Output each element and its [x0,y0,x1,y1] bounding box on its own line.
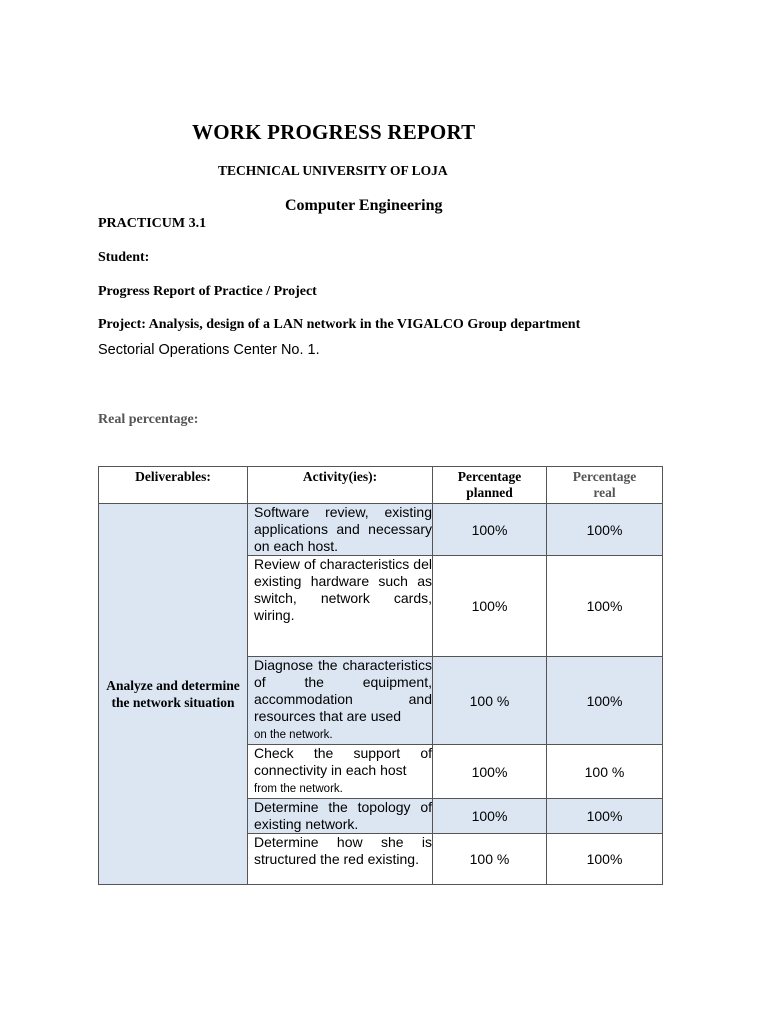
activity-text: Check the support of connectivity in each host [254,745,432,778]
planned-cell: 100% [433,799,547,834]
table-row [99,504,663,556]
project-continuation: Sectorial Operations Center No. 1. [98,342,320,358]
activity-text: Review of characteristics del existing hardware such as switch, network cards, wiring. [254,556,432,623]
activity-text: Determine how she is structured the red existing. [254,834,432,867]
real-cell: 100% [547,799,663,834]
planned-cell: 100 % [433,834,547,885]
progress-table [98,466,663,885]
planned-cell: 100% [433,556,547,657]
header-planned-line2: planned [466,485,513,500]
report-title: WORK PROGRESS REPORT [192,120,476,144]
activity-cell [248,556,433,657]
header-deliverables: Deliverables: [99,467,248,504]
header-real-line1: Percentage [572,469,637,484]
activity-text: Diagnose the characteristics of the equipment, accommodation and resources that are used [254,657,432,724]
activity-cell [248,834,433,885]
real-percentage-label: Real percentage: [98,412,199,427]
activity-cell [248,745,433,799]
progress-report-label: Progress Report of Practice / Project [98,284,317,299]
university-name: TECHNICAL UNIVERSITY OF LOJA [218,163,448,178]
project-label: Project: Analysis, design of a LAN network in the VIGALCO Group department [98,317,581,332]
header-percentage-planned [433,467,547,504]
planned-cell: 100% [433,504,547,556]
header-planned-line1: Percentage [457,469,522,484]
header-real-line2: real [593,485,616,500]
planned-cell: 100% [433,745,547,799]
real-cell: 100% [547,834,663,885]
activity-text: Determine the topology of existing network. [254,799,432,832]
header-percentage-real [547,467,663,504]
real-cell: 100% [547,504,663,556]
student-label: Student: [98,250,150,265]
deliverable-cell: Analyze and determine the network situation [99,504,248,885]
planned-cell: 100 % [433,657,547,745]
real-cell: 100% [547,556,663,657]
header-activities: Activity(ies): [248,467,433,504]
real-cell: 100% [547,657,663,745]
department-name: Computer Engineering [285,197,443,214]
real-cell: 100 % [547,745,663,799]
practicum-label: PRACTICUM 3.1 [98,216,207,231]
activity-text-small: from the network. [254,783,343,795]
activity-cell [248,799,433,834]
activity-cell [248,657,433,745]
table-header-row [99,467,663,504]
activity-cell [248,504,433,556]
activity-text: Software review, existing applications and necessary on each host. [254,504,432,554]
activity-text-small: on the network. [254,729,333,741]
